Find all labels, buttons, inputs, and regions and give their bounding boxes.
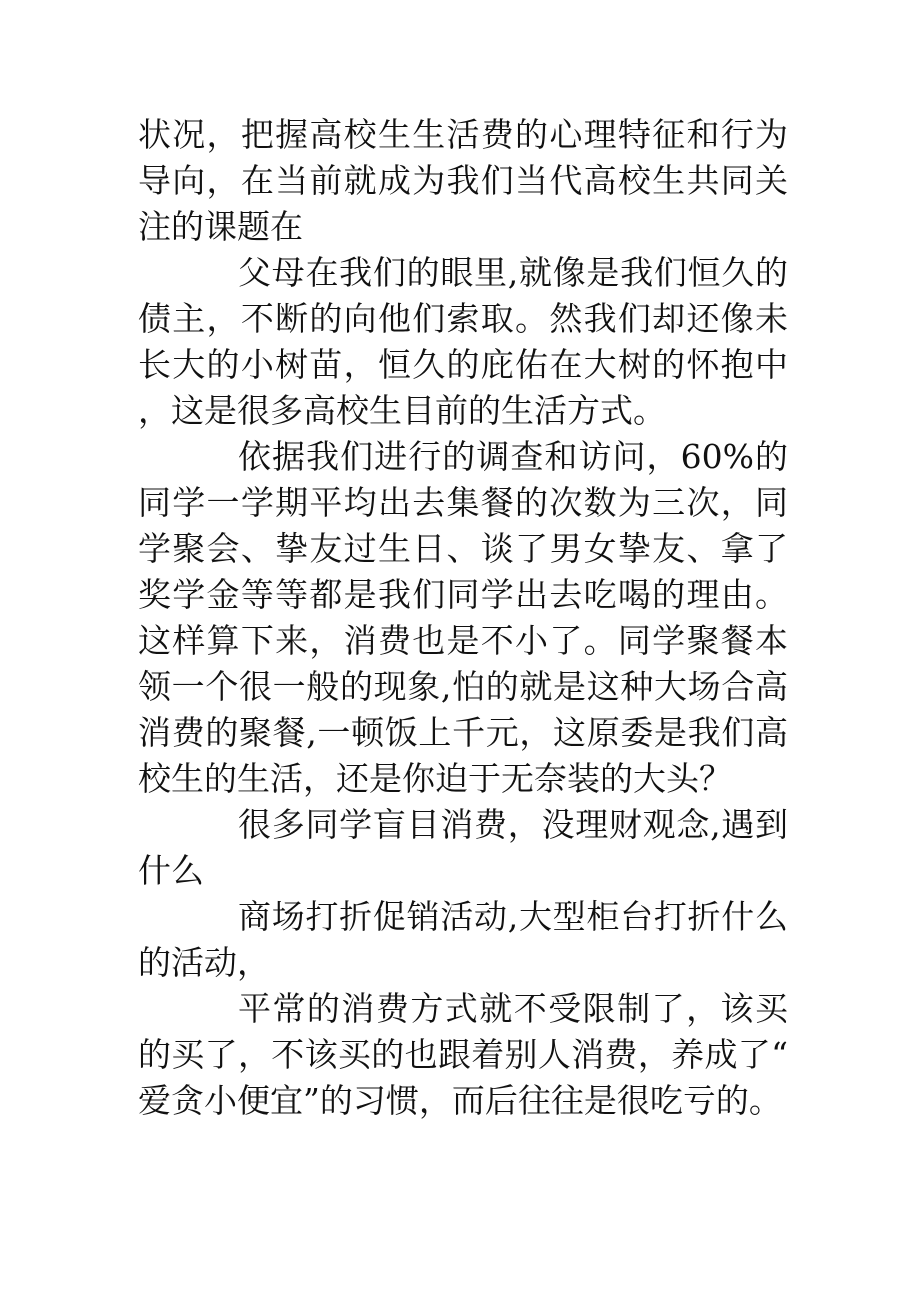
paragraph-1: 状况，把握高校生生活费的心理特征和行为导向，在当前就成为我们当代高校生共同关注的课题在 [138,115,788,246]
document-page [138,112,788,1124]
paragraph-6: 平常的消费方式就不受限制了，该买的买了，不该买的也跟着别人消费，养成了“爱贪小便宜”的习惯，而后往往是很吃亏的。 [138,989,788,1120]
paragraph-5: 商场打折促销活动,大型柜台打折什么的活动， [138,897,788,982]
paragraph-2: 父母在我们的眼里,就像是我们恒久的债主，不断的向他们索取。然我们却还像未长大的小树苗，恒久的庇佑在大树的怀抱中，这是很多高校生目前的生活方式。 [138,253,788,430]
paragraph-4: 很多同学盲目消费，没理财观念,遇到什么 [138,805,788,890]
paragraph-3: 依据我们进行的调查和访问，60%的同学一学期平均出去集餐的次数为三次，同学聚会、挚友过生日、谈了男女挚友、拿了奖学金等等都是我们同学出去吃喝的理由。这样算下来，消费也是不小了。同学聚餐本领一个很一般的现象,怕的就是这种大场合高消费的聚餐,一顿饭上千元，这原委是我们高校生的生活，还是你迫于无奈装的大头？ [138,437,788,798]
